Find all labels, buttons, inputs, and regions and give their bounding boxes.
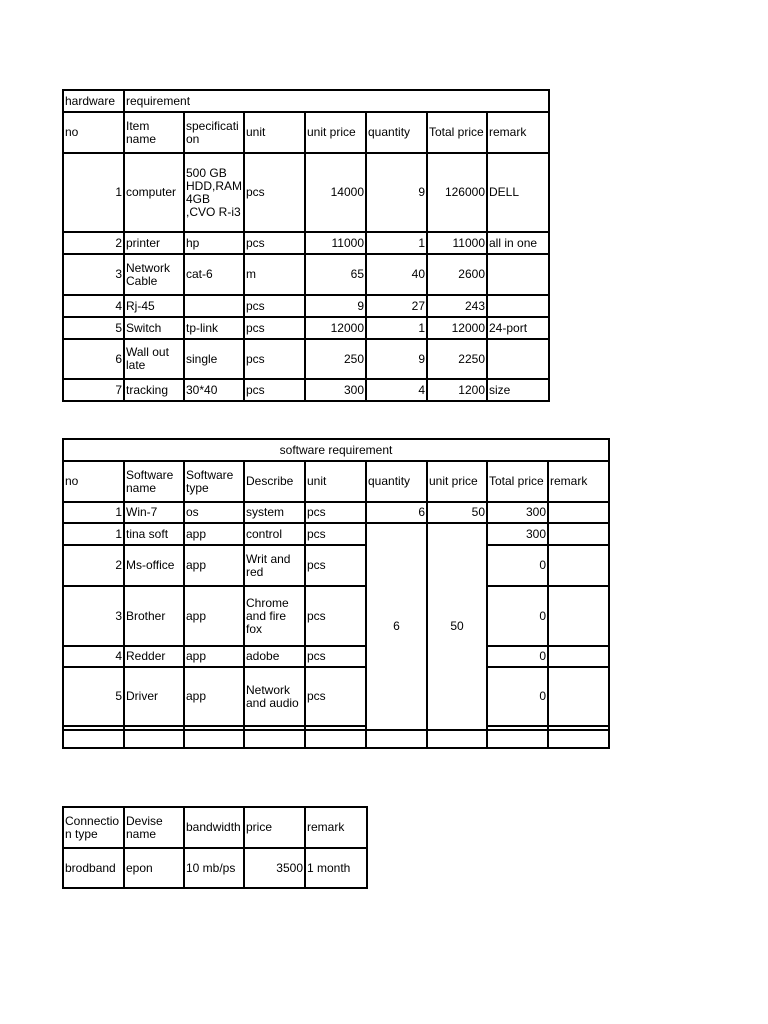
column-header: Describe	[244, 461, 305, 502]
cell-no: 4	[63, 646, 124, 667]
cell-item: computer	[124, 153, 184, 232]
hardware-title-left: hardware	[63, 90, 124, 112]
cell-no: 6	[63, 339, 124, 379]
cell-quantity: 1	[366, 317, 427, 339]
cell-quantity: 27	[366, 295, 427, 317]
cell-remark	[548, 523, 609, 545]
column-header: no	[63, 461, 124, 502]
empty-cell	[548, 730, 609, 748]
cell-total: 243	[427, 295, 487, 317]
cell-item: tracking	[124, 379, 184, 401]
merged-unit-price: 50	[427, 523, 487, 730]
table-row	[63, 232, 549, 254]
cell-item: printer	[124, 232, 184, 254]
cell-item: Wall out late	[124, 339, 184, 379]
cell-software-type: app	[184, 586, 244, 646]
cell-quantity: 4	[366, 379, 427, 401]
cell-unit-price: 11000	[305, 232, 366, 254]
cell-price: 3500	[244, 848, 305, 888]
merged-quantity: 6	[366, 523, 427, 730]
cell-unit-price: 300	[305, 379, 366, 401]
cell-unit-price: 12000	[305, 317, 366, 339]
cell-unit: pcs	[305, 586, 366, 646]
cell-total: 300	[487, 502, 548, 523]
column-header: remark	[548, 461, 609, 502]
cell-total: 2600	[427, 254, 487, 295]
cell-describe: adobe	[244, 646, 305, 667]
hardware-header-row	[63, 112, 549, 153]
connection-table	[62, 806, 368, 889]
cell-quantity: 9	[366, 153, 427, 232]
cell-unit-price: 65	[305, 254, 366, 295]
table-row	[63, 339, 549, 379]
table-row	[63, 254, 549, 295]
cell-describe: system	[244, 502, 305, 523]
cell-total: 0	[487, 667, 548, 726]
cell-spec: cat-6	[184, 254, 244, 295]
cell-describe: Network and audio	[244, 667, 305, 726]
cell-remark: all in one	[487, 232, 549, 254]
cell-software-type: app	[184, 667, 244, 726]
cell-unit: pcs	[305, 523, 366, 545]
software-header-row	[63, 461, 609, 502]
cell-remark	[548, 545, 609, 586]
cell-quantity: 9	[366, 339, 427, 379]
cell-no: 3	[63, 254, 124, 295]
cell-software-name: Driver	[124, 667, 184, 726]
column-header: remark	[305, 807, 367, 848]
cell-remark	[487, 295, 549, 317]
cell-unit: pcs	[305, 502, 366, 523]
cell-remark: size	[487, 379, 549, 401]
cell-describe: control	[244, 523, 305, 545]
table-row	[63, 646, 609, 667]
cell-item: Switch	[124, 317, 184, 339]
empty-cell	[305, 730, 366, 748]
cell-unit: pcs	[305, 646, 366, 667]
cell-unit-price: 50	[427, 502, 487, 523]
empty-cell	[63, 730, 124, 748]
cell-item: Network Cable	[124, 254, 184, 295]
cell-quantity: 1	[366, 232, 427, 254]
cell-describe: Chrome and fire fox	[244, 586, 305, 646]
cell-spec: 500 GB HDD,RAM 4GB ,CVO R-i3	[184, 153, 244, 232]
column-header: unit price	[305, 112, 366, 153]
cell-unit-price: 9	[305, 295, 366, 317]
cell-software-name: tina soft	[124, 523, 184, 545]
cell-unit-price: 250	[305, 339, 366, 379]
cell-remark	[548, 502, 609, 523]
cell-no: 5	[63, 317, 124, 339]
empty-cell	[244, 730, 305, 748]
table-row	[63, 317, 549, 339]
column-header: Devise name	[124, 807, 184, 848]
column-header: Total price	[427, 112, 487, 153]
cell-unit: pcs	[244, 153, 305, 232]
column-header: no	[63, 112, 124, 153]
cell-no: 5	[63, 667, 124, 726]
cell-total: 0	[487, 646, 548, 667]
cell-total: 0	[487, 586, 548, 646]
cell-spec: hp	[184, 232, 244, 254]
column-header: Software type	[184, 461, 244, 502]
table-row	[63, 848, 367, 888]
cell-unit: pcs	[244, 232, 305, 254]
cell-software-name: Win-7	[124, 502, 184, 523]
cell-bandwidth: 10 mb/ps	[184, 848, 244, 888]
cell-software-type: app	[184, 545, 244, 586]
column-header: Item name	[124, 112, 184, 153]
cell-connection-type: brodband	[63, 848, 124, 888]
cell-remark	[548, 646, 609, 667]
cell-software-name: Brother	[124, 586, 184, 646]
software-title: software requirement	[63, 439, 609, 461]
cell-remark	[548, 667, 609, 726]
cell-total: 1200	[427, 379, 487, 401]
table-row	[63, 586, 609, 646]
cell-total: 11000	[427, 232, 487, 254]
cell-device-name: epon	[124, 848, 184, 888]
cell-unit: pcs	[244, 339, 305, 379]
cell-total: 12000	[427, 317, 487, 339]
cell-unit-price: 14000	[305, 153, 366, 232]
table-row	[63, 153, 549, 232]
cell-total: 0	[487, 545, 548, 586]
empty-row	[63, 730, 609, 748]
table-row	[63, 502, 609, 523]
cell-total: 126000	[427, 153, 487, 232]
cell-unit: pcs	[244, 379, 305, 401]
column-header: Total price	[487, 461, 548, 502]
cell-spec	[184, 295, 244, 317]
empty-cell	[366, 730, 427, 748]
column-header: quantity	[366, 461, 427, 502]
cell-software-name: Redder	[124, 646, 184, 667]
column-header: Connection type	[63, 807, 124, 848]
cell-describe: Writ and red	[244, 545, 305, 586]
column-header: Software name	[124, 461, 184, 502]
cell-quantity: 40	[366, 254, 427, 295]
cell-no: 1	[63, 153, 124, 232]
software-requirement-table	[62, 438, 610, 749]
cell-item: Rj-45	[124, 295, 184, 317]
cell-remark: 24-port	[487, 317, 549, 339]
column-header: bandwidth	[184, 807, 244, 848]
cell-unit: pcs	[244, 317, 305, 339]
table-row	[63, 523, 609, 545]
hardware-title-row	[63, 90, 549, 112]
cell-software-name: Ms-office	[124, 545, 184, 586]
cell-remark: DELL	[487, 153, 549, 232]
table-row	[63, 667, 609, 726]
software-title-row	[63, 439, 609, 461]
table-row	[63, 379, 549, 401]
cell-software-type: app	[184, 523, 244, 545]
connection-header-row	[63, 807, 367, 848]
cell-no: 1	[63, 523, 124, 545]
column-header: unit	[244, 112, 305, 153]
cell-no: 4	[63, 295, 124, 317]
cell-remark: 1 month	[305, 848, 367, 888]
column-header: unit price	[427, 461, 487, 502]
empty-cell	[427, 730, 487, 748]
cell-software-type: app	[184, 646, 244, 667]
cell-unit: pcs	[305, 667, 366, 726]
cell-remark	[487, 339, 549, 379]
cell-total: 2250	[427, 339, 487, 379]
table-row	[63, 295, 549, 317]
cell-total: 300	[487, 523, 548, 545]
empty-cell	[124, 730, 184, 748]
hardware-requirement-table	[62, 89, 550, 402]
cell-no: 2	[63, 545, 124, 586]
column-header: remark	[487, 112, 549, 153]
column-header: price	[244, 807, 305, 848]
cell-spec: tp-link	[184, 317, 244, 339]
cell-no: 2	[63, 232, 124, 254]
column-header: quantity	[366, 112, 427, 153]
cell-quantity: 6	[366, 502, 427, 523]
cell-unit: m	[244, 254, 305, 295]
cell-spec: 30*40	[184, 379, 244, 401]
cell-no: 3	[63, 586, 124, 646]
table-row	[63, 545, 609, 586]
empty-cell	[487, 730, 548, 748]
empty-cell	[184, 730, 244, 748]
hardware-title-right: requirement	[124, 90, 549, 112]
cell-remark	[487, 254, 549, 295]
cell-spec: single	[184, 339, 244, 379]
column-header: unit	[305, 461, 366, 502]
cell-no: 1	[63, 502, 124, 523]
cell-no: 7	[63, 379, 124, 401]
cell-software-type: os	[184, 502, 244, 523]
cell-remark	[548, 586, 609, 646]
cell-unit: pcs	[244, 295, 305, 317]
cell-unit: pcs	[305, 545, 366, 586]
column-header: specification	[184, 112, 244, 153]
